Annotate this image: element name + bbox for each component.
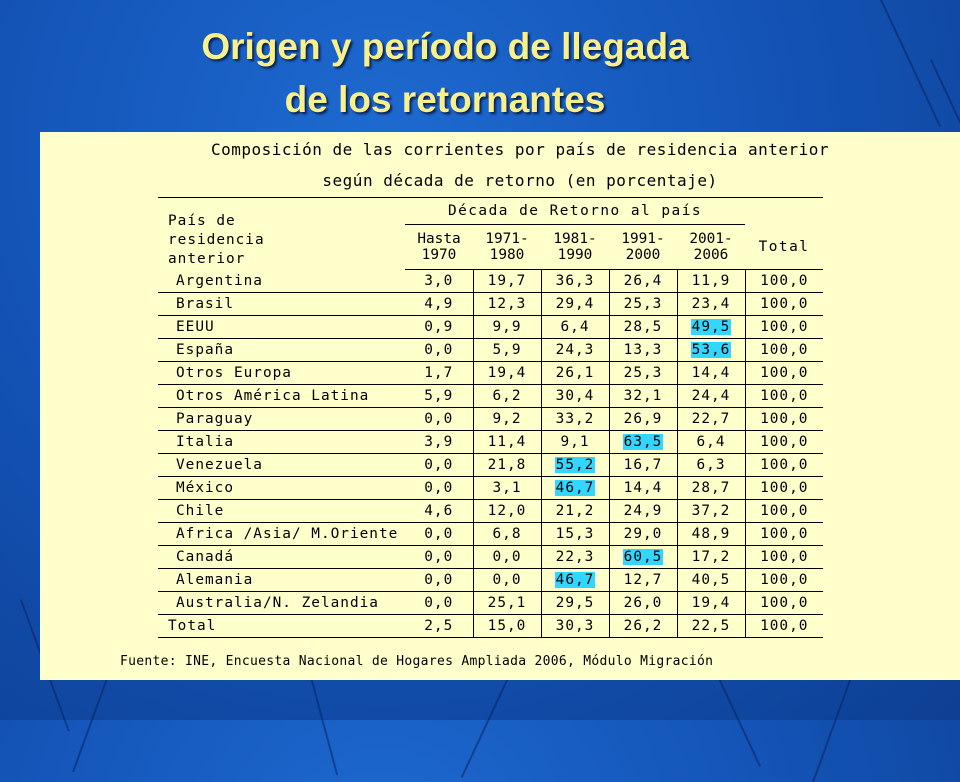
value-cell: 2,5 bbox=[405, 615, 473, 638]
country-name: Venezuela bbox=[158, 454, 405, 477]
value-cell: 14,4 bbox=[677, 362, 745, 385]
value-cell: 22,5 bbox=[677, 615, 745, 638]
table-row bbox=[158, 385, 823, 408]
value-cell: 19,4 bbox=[677, 592, 745, 615]
value-cell: 100,0 bbox=[745, 546, 823, 569]
country-name: Australia/N. Zelandia bbox=[158, 592, 405, 615]
country-name: Total bbox=[158, 615, 405, 638]
table-row bbox=[158, 592, 823, 615]
value-cell: 0,0 bbox=[405, 546, 473, 569]
value-cell: 30,3 bbox=[541, 615, 609, 638]
highlighted-value: 63,5 bbox=[623, 434, 663, 450]
col-header-line: 1971- bbox=[485, 231, 529, 247]
value-cell: 100,0 bbox=[745, 362, 823, 385]
country-name: México bbox=[158, 477, 405, 500]
value-cell: 30,4 bbox=[541, 385, 609, 408]
col-header-line: 2001- bbox=[689, 231, 733, 247]
table-row bbox=[158, 293, 823, 316]
table-row bbox=[158, 408, 823, 431]
value-cell: 29,5 bbox=[541, 592, 609, 615]
value-cell: 0,9 bbox=[405, 316, 473, 339]
value-cell: 32,1 bbox=[609, 385, 677, 408]
col-header-line: 1991- bbox=[621, 231, 665, 247]
country-name: Paraguay bbox=[158, 408, 405, 431]
table-panel bbox=[40, 132, 960, 680]
value-cell: 0,0 bbox=[405, 569, 473, 592]
table-row bbox=[158, 477, 823, 500]
col-header-line: 2000 bbox=[625, 247, 661, 263]
value-cell: 24,4 bbox=[677, 385, 745, 408]
col-header-line: 1990 bbox=[557, 247, 593, 263]
table-row bbox=[158, 454, 823, 477]
col-header bbox=[405, 225, 473, 270]
value-cell: 28,7 bbox=[677, 477, 745, 500]
value-cell: 0,0 bbox=[473, 569, 541, 592]
col-header-line: 1981- bbox=[553, 231, 597, 247]
value-cell: 6,4 bbox=[677, 431, 745, 454]
value-cell: 14,4 bbox=[609, 477, 677, 500]
value-cell: 37,2 bbox=[677, 500, 745, 523]
slide-title-line-1: Origen y período de llegada bbox=[201, 26, 689, 67]
value-cell: 9,2 bbox=[473, 408, 541, 431]
country-name: EEUU bbox=[158, 316, 405, 339]
value-cell: 21,2 bbox=[541, 500, 609, 523]
value-cell: 0,0 bbox=[405, 477, 473, 500]
value-cell: 36,3 bbox=[541, 270, 609, 293]
value-cell: 100,0 bbox=[745, 592, 823, 615]
highlighted-value: 46,7 bbox=[555, 480, 595, 496]
value-cell: 26,9 bbox=[609, 408, 677, 431]
table-row bbox=[158, 569, 823, 592]
value-cell: 100,0 bbox=[745, 316, 823, 339]
col-header-line: Hasta bbox=[417, 231, 461, 247]
value-cell: 6,2 bbox=[473, 385, 541, 408]
value-cell: 100,0 bbox=[745, 569, 823, 592]
value-cell: 22,7 bbox=[677, 408, 745, 431]
value-cell: 0,0 bbox=[405, 339, 473, 362]
value-cell: 26,0 bbox=[609, 592, 677, 615]
value-cell: 9,9 bbox=[473, 316, 541, 339]
value-cell: 26,1 bbox=[541, 362, 609, 385]
value-cell: 100,0 bbox=[745, 454, 823, 477]
value-cell: 5,9 bbox=[405, 385, 473, 408]
value-cell: 6,8 bbox=[473, 523, 541, 546]
table-row bbox=[158, 546, 823, 569]
value-cell: 26,4 bbox=[609, 270, 677, 293]
value-cell bbox=[609, 546, 677, 569]
highlighted-value: 53,6 bbox=[691, 342, 731, 358]
value-cell: 100,0 bbox=[745, 339, 823, 362]
value-cell: 9,1 bbox=[541, 431, 609, 454]
row-header bbox=[158, 198, 405, 270]
value-cell bbox=[677, 339, 745, 362]
value-cell bbox=[541, 477, 609, 500]
value-cell: 22,3 bbox=[541, 546, 609, 569]
country-name: Argentina bbox=[158, 270, 405, 293]
value-cell: 3,1 bbox=[473, 477, 541, 500]
table-caption-line-2: según década de retorno (en porcentaje) bbox=[322, 171, 718, 190]
col-header bbox=[473, 225, 541, 270]
value-cell: 3,9 bbox=[405, 431, 473, 454]
value-cell: 19,7 bbox=[473, 270, 541, 293]
data-table bbox=[158, 197, 823, 638]
total-row bbox=[158, 615, 823, 638]
value-cell: 17,2 bbox=[677, 546, 745, 569]
col-header bbox=[609, 225, 677, 270]
value-cell: 6,4 bbox=[541, 316, 609, 339]
value-cell: 16,7 bbox=[609, 454, 677, 477]
value-cell: 12,7 bbox=[609, 569, 677, 592]
country-name: Otros América Latina bbox=[158, 385, 405, 408]
value-cell: 25,3 bbox=[609, 293, 677, 316]
value-cell: 0,0 bbox=[405, 454, 473, 477]
col-header-total: Total bbox=[745, 225, 823, 270]
value-cell: 100,0 bbox=[745, 408, 823, 431]
value-cell: 19,4 bbox=[473, 362, 541, 385]
col-header-line: 2006 bbox=[693, 247, 729, 263]
value-cell: 100,0 bbox=[745, 477, 823, 500]
value-cell: 21,8 bbox=[473, 454, 541, 477]
value-cell: 25,3 bbox=[609, 362, 677, 385]
table-row bbox=[158, 523, 823, 546]
col-header bbox=[677, 225, 745, 270]
value-cell: 29,0 bbox=[609, 523, 677, 546]
value-cell: 4,9 bbox=[405, 293, 473, 316]
country-name: Africa /Asia/ M.Oriente bbox=[158, 523, 405, 546]
value-cell: 11,9 bbox=[677, 270, 745, 293]
value-cell: 33,2 bbox=[541, 408, 609, 431]
highlighted-value: 49,5 bbox=[691, 319, 731, 335]
value-cell: 28,5 bbox=[609, 316, 677, 339]
slide-title-line-2: de los retornantes bbox=[284, 79, 606, 120]
value-cell: 40,5 bbox=[677, 569, 745, 592]
value-cell: 4,6 bbox=[405, 500, 473, 523]
highlighted-value: 60,5 bbox=[623, 549, 663, 565]
value-cell: 24,3 bbox=[541, 339, 609, 362]
table-row bbox=[158, 362, 823, 385]
value-cell: 26,2 bbox=[609, 615, 677, 638]
table-caption-line-1: Composición de las corrientes por país de residencia anterior bbox=[210, 140, 830, 159]
value-cell bbox=[541, 454, 609, 477]
source-note: Fuente: INE, Encuesta Nacional de Hogares Ampliada 2006, Módulo Migración bbox=[120, 654, 714, 669]
col-header bbox=[541, 225, 609, 270]
value-cell: 5,9 bbox=[473, 339, 541, 362]
value-cell: 23,4 bbox=[677, 293, 745, 316]
country-name: Brasil bbox=[158, 293, 405, 316]
value-cell: 15,0 bbox=[473, 615, 541, 638]
value-cell: 0,0 bbox=[473, 546, 541, 569]
value-cell bbox=[541, 569, 609, 592]
value-cell: 3,0 bbox=[405, 270, 473, 293]
decade-header: Década de Retorno al país bbox=[405, 198, 745, 225]
value-cell bbox=[609, 431, 677, 454]
value-cell: 100,0 bbox=[745, 293, 823, 316]
table-row bbox=[158, 431, 823, 454]
highlighted-value: 46,7 bbox=[555, 572, 595, 588]
value-cell: 1,7 bbox=[405, 362, 473, 385]
row-header-label: País de residencia anterior bbox=[168, 213, 265, 267]
col-header-line: 1980 bbox=[489, 247, 525, 263]
value-cell: 0,0 bbox=[405, 523, 473, 546]
country-name: Alemania bbox=[158, 569, 405, 592]
value-cell: 13,3 bbox=[609, 339, 677, 362]
value-cell: 25,1 bbox=[473, 592, 541, 615]
value-cell: 24,9 bbox=[609, 500, 677, 523]
table-row bbox=[158, 500, 823, 523]
table-row bbox=[158, 339, 823, 362]
value-cell: 100,0 bbox=[745, 270, 823, 293]
value-cell: 100,0 bbox=[745, 500, 823, 523]
country-name: Italia bbox=[158, 431, 405, 454]
country-name: Chile bbox=[158, 500, 405, 523]
value-cell: 15,3 bbox=[541, 523, 609, 546]
country-name: Canadá bbox=[158, 546, 405, 569]
value-cell: 48,9 bbox=[677, 523, 745, 546]
value-cell: 100,0 bbox=[745, 615, 823, 638]
value-cell: 12,0 bbox=[473, 500, 541, 523]
value-cell: 0,0 bbox=[405, 408, 473, 431]
country-name: Otros Europa bbox=[158, 362, 405, 385]
value-cell: 100,0 bbox=[745, 385, 823, 408]
value-cell: 6,3 bbox=[677, 454, 745, 477]
value-cell: 100,0 bbox=[745, 431, 823, 454]
value-cell: 11,4 bbox=[473, 431, 541, 454]
highlighted-value: 55,2 bbox=[555, 457, 595, 473]
country-name: España bbox=[158, 339, 405, 362]
value-cell: 12,3 bbox=[473, 293, 541, 316]
value-cell: 100,0 bbox=[745, 523, 823, 546]
value-cell: 0,0 bbox=[405, 592, 473, 615]
col-header-line: 1970 bbox=[421, 247, 457, 263]
table-row bbox=[158, 316, 823, 339]
table-row bbox=[158, 270, 823, 293]
value-cell: 29,4 bbox=[541, 293, 609, 316]
value-cell bbox=[677, 316, 745, 339]
